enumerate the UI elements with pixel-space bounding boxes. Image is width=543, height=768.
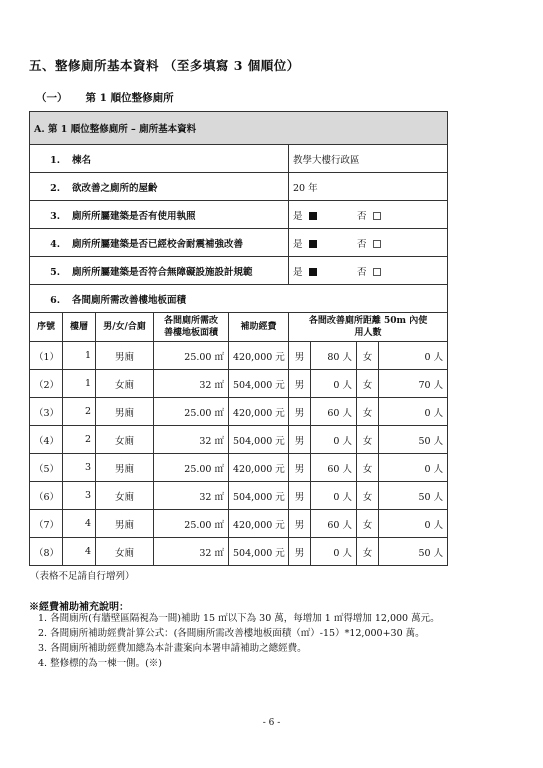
cell-female-label: 女	[357, 510, 379, 538]
question-label: 5. 廁所所屬建築是否符合無障礙設施設計規範	[30, 257, 289, 285]
table-row	[30, 510, 448, 538]
header-users: 各間改善廁所距離 50m 內使 用人數	[289, 313, 448, 342]
cell-female-label: 女	[357, 370, 379, 398]
cell-floor[interactable]: 1	[63, 370, 96, 398]
cell-male-label: 男	[289, 370, 311, 398]
cell-gender[interactable]: 女廁	[96, 426, 154, 454]
cell-male-label: 男	[289, 342, 311, 370]
checked-box-icon[interactable]	[309, 240, 317, 248]
cell-subsidy[interactable]: 420,000 元	[229, 342, 289, 370]
cell-gender[interactable]: 男廁	[96, 398, 154, 426]
sub-heading	[36, 90, 174, 105]
cell-female-count[interactable]: 70 人	[379, 370, 448, 398]
cell-area[interactable]: 32 ㎡	[154, 538, 229, 566]
note-item: 1. 各間廁所(有牆壁區隔視為一間)補助 15 ㎡以下為 30 萬，每增加 1 ㎡得增加 12,000 萬元。	[38, 613, 440, 624]
table-row	[30, 398, 448, 426]
section-a-title: A. 第 1 順位整修廁所 – 廁所基本資料	[30, 112, 448, 145]
toilet-rows	[30, 342, 448, 566]
cell-subsidy[interactable]: 420,000 元	[229, 454, 289, 482]
cell-floor[interactable]: 2	[63, 426, 96, 454]
cell-female-count[interactable]: 50 人	[379, 426, 448, 454]
cell-male-label: 男	[289, 398, 311, 426]
cell-floor[interactable]: 3	[63, 454, 96, 482]
cell-area[interactable]: 25.00 ㎡	[154, 398, 229, 426]
question-row-accessibility	[30, 257, 448, 285]
cell-area[interactable]: 25.00 ㎡	[154, 342, 229, 370]
unchecked-box-icon[interactable]	[373, 240, 381, 248]
table-row	[30, 454, 448, 482]
cell-seq: （3）	[30, 398, 63, 426]
cell-male-count[interactable]: 0 人	[311, 482, 357, 510]
cell-male-count[interactable]: 0 人	[311, 538, 357, 566]
question-row-area	[30, 285, 448, 313]
cell-gender[interactable]: 男廁	[96, 454, 154, 482]
cell-male-label: 男	[289, 454, 311, 482]
header-area: 各間廁所需改 善樓地板面積	[154, 313, 229, 342]
section-title: 五、整修廁所基本資料 （至多填寫 3 個順位）	[29, 58, 300, 73]
note-item: 4. 整修標的為一棟一側。(※)	[38, 658, 162, 669]
cell-floor[interactable]: 1	[63, 342, 96, 370]
cell-subsidy[interactable]: 420,000 元	[229, 398, 289, 426]
cell-subsidy[interactable]: 420,000 元	[229, 510, 289, 538]
question-row-license	[30, 201, 448, 229]
cell-female-count[interactable]: 0 人	[379, 398, 448, 426]
header-subsidy: 補助經費	[229, 313, 289, 342]
question-row-seismic	[30, 229, 448, 257]
cell-female-count[interactable]: 50 人	[379, 482, 448, 510]
cell-seq: （6）	[30, 482, 63, 510]
cell-female-label: 女	[357, 454, 379, 482]
cell-female-label: 女	[357, 538, 379, 566]
cell-male-count[interactable]: 60 人	[311, 510, 357, 538]
cell-male-count[interactable]: 80 人	[311, 342, 357, 370]
cell-subsidy[interactable]: 504,000 元	[229, 482, 289, 510]
cell-female-label: 女	[357, 426, 379, 454]
page-number: - 6 -	[262, 718, 281, 728]
question-label: 6. 各間廁所需改善樓地板面積	[30, 285, 448, 313]
question-label: 2. 欲改善之廁所的屋齡	[30, 173, 289, 201]
cell-male-label: 男	[289, 538, 311, 566]
checked-box-icon[interactable]	[309, 268, 317, 276]
table-note: （表格不足請自行增列）	[30, 571, 135, 582]
cell-female-label: 女	[357, 398, 379, 426]
note-item: 2. 各間廁所補助經費計算公式：(各間廁所需改善樓地板面積（㎡）-15）*12,000+30 萬。	[38, 628, 425, 639]
cell-male-count[interactable]: 0 人	[311, 426, 357, 454]
section-a-row	[30, 112, 448, 145]
cell-seq: （2）	[30, 370, 63, 398]
cell-female-count[interactable]: 0 人	[379, 510, 448, 538]
building-age-value[interactable]: 20 年	[289, 173, 448, 201]
cell-male-count[interactable]: 60 人	[311, 454, 357, 482]
cell-floor[interactable]: 2	[63, 398, 96, 426]
cell-area[interactable]: 25.00 ㎡	[154, 510, 229, 538]
notes-list	[38, 611, 440, 671]
cell-male-count[interactable]: 0 人	[311, 370, 357, 398]
table-row	[30, 370, 448, 398]
table-row	[30, 538, 448, 566]
cell-female-count[interactable]: 50 人	[379, 538, 448, 566]
cell-area[interactable]: 32 ㎡	[154, 370, 229, 398]
cell-male-label: 男	[289, 426, 311, 454]
table-header-row	[30, 313, 448, 342]
cell-gender[interactable]: 女廁	[96, 482, 154, 510]
header-gender: 男/女/合廁	[96, 313, 154, 342]
question-label: 4. 廁所所屬建築是否已經校舍耐震補強改善	[30, 229, 289, 257]
question-row-building-name	[30, 145, 448, 173]
cell-female-label: 女	[357, 482, 379, 510]
cell-gender[interactable]: 女廁	[96, 370, 154, 398]
sub-heading-number: （一）	[36, 92, 68, 104]
cell-floor[interactable]: 4	[63, 538, 96, 566]
cell-floor[interactable]: 4	[63, 510, 96, 538]
cell-subsidy[interactable]: 504,000 元	[229, 426, 289, 454]
header-seq: 序號	[30, 313, 63, 342]
header-floor: 樓層	[63, 313, 96, 342]
unchecked-box-icon[interactable]	[373, 268, 381, 276]
table-row	[30, 342, 448, 370]
cell-male-label: 男	[289, 482, 311, 510]
cell-area[interactable]: 25.00 ㎡	[154, 454, 229, 482]
note-item: 3. 各間廁所補助經費加總為本計畫案向本署申請補助之總經費。	[38, 643, 307, 654]
license-choice: 是 否	[289, 201, 448, 229]
cell-area[interactable]: 32 ㎡	[154, 482, 229, 510]
cell-floor[interactable]: 3	[63, 482, 96, 510]
unchecked-box-icon[interactable]	[373, 212, 381, 220]
seismic-choice: 是 否	[289, 229, 448, 257]
cell-seq: （1）	[30, 342, 63, 370]
cell-seq: （4）	[30, 426, 63, 454]
cell-female-label: 女	[357, 342, 379, 370]
question-row-building-age	[30, 173, 448, 201]
table-row	[30, 426, 448, 454]
question-label: 3. 廁所所屬建築是否有使用執照	[30, 201, 289, 229]
cell-seq: （7）	[30, 510, 63, 538]
table-row	[30, 482, 448, 510]
cell-gender[interactable]: 女廁	[96, 538, 154, 566]
building-name-value[interactable]: 教學大樓行政區	[289, 145, 448, 173]
sub-heading-text: 第 1 順位整修廁所	[85, 92, 174, 104]
cell-gender[interactable]: 男廁	[96, 342, 154, 370]
toilet-basic-info-table	[29, 111, 448, 566]
cell-subsidy[interactable]: 504,000 元	[229, 538, 289, 566]
cell-seq: （8）	[30, 538, 63, 566]
cell-female-count[interactable]: 0 人	[379, 342, 448, 370]
accessibility-choice: 是 否	[289, 257, 448, 285]
cell-male-count[interactable]: 60 人	[311, 398, 357, 426]
cell-subsidy[interactable]: 504,000 元	[229, 370, 289, 398]
cell-male-label: 男	[289, 510, 311, 538]
question-label: 1. 棟名	[30, 145, 289, 173]
checked-box-icon[interactable]	[309, 212, 317, 220]
cell-seq: （5）	[30, 454, 63, 482]
cell-gender[interactable]: 男廁	[96, 510, 154, 538]
notes-title: ※經費補助補充說明：	[29, 602, 129, 613]
cell-female-count[interactable]: 0 人	[379, 454, 448, 482]
cell-area[interactable]: 32 ㎡	[154, 426, 229, 454]
